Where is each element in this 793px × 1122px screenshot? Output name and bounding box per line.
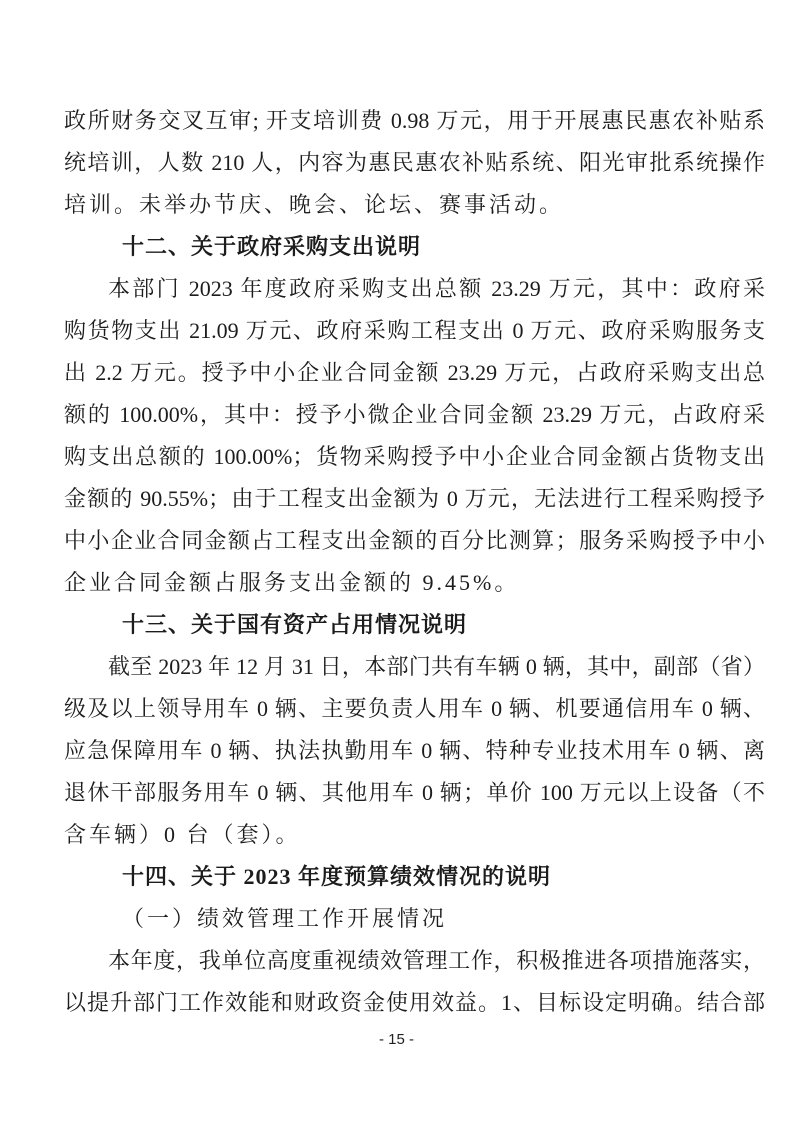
- body-line: 退休干部服务用车 0 辆、其他用车 0 辆；单价 100 万元以上设备（不: [64, 780, 765, 805]
- section-heading-14: 十四、关于 2023 年度预算绩效情况的说明: [122, 864, 552, 889]
- body-line: 本部门 2023 年度政府采购支出总额 23.29 万元，其中：政府采: [108, 276, 765, 301]
- body-line: 以提升部门工作效能和财政资金使用效益。1、目标设定明确。结合部: [64, 990, 765, 1015]
- body-line: 应急保障用车 0 辆、执法执勤用车 0 辆、特种专业技术用车 0 辆、离: [64, 738, 765, 763]
- body-line: 培训。未举办节庆、晚会、论坛、赛事活动。: [64, 192, 565, 217]
- body-line: 统培训，人数 210 人，内容为惠民惠农补贴系统、阳光审批系统操作: [64, 150, 765, 175]
- section-heading-12: 十二、关于政府采购支出说明: [122, 234, 422, 259]
- page-number: - 15 -: [378, 1031, 414, 1048]
- subsection-heading: （一）绩效管理工作开展情况: [122, 906, 448, 931]
- body-line: 额的 100.00%，其中：授予小微企业合同金额 23.29 万元，占政府采: [64, 402, 765, 427]
- document-text-block: [64, 100, 765, 1024]
- body-line: 截至 2023 年 12 月 31 日，本部门共有车辆 0 辆，其中，副部（省）: [108, 654, 765, 679]
- body-line: 政所财务交叉互审; 开支培训费 0.98 万元，用于开展惠民惠农补贴系: [64, 108, 765, 133]
- body-line: 购支出总额的 100.00%；货物采购授予中小企业合同金额占货物支出: [64, 444, 765, 469]
- body-line: 本年度，我单位高度重视绩效管理工作，积极推进各项措施落实，: [108, 948, 765, 973]
- body-line: 购货物支出 21.09 万元、政府采购工程支出 0 万元、政府采购服务支: [64, 318, 765, 343]
- body-line: 金额的 90.55%；由于工程支出金额为 0 万元，无法进行工程采购授予: [64, 486, 765, 511]
- body-line: 企业合同金额占服务支出金额的 9.45%。: [64, 570, 520, 595]
- body-line: 级及以上领导用车 0 辆、主要负责人用车 0 辆、机要通信用车 0 辆、: [64, 696, 765, 721]
- section-heading-13: 十三、关于国有资产占用情况说明: [122, 612, 468, 637]
- body-line: 中小企业合同金额占工程支出金额的百分比测算；服务采购授予中小: [64, 528, 765, 553]
- body-line: 含车辆）0 台（套）。: [64, 822, 301, 847]
- body-line: 出 2.2 万元。授予中小企业合同金额 23.29 万元，占政府采购支出总: [64, 360, 765, 385]
